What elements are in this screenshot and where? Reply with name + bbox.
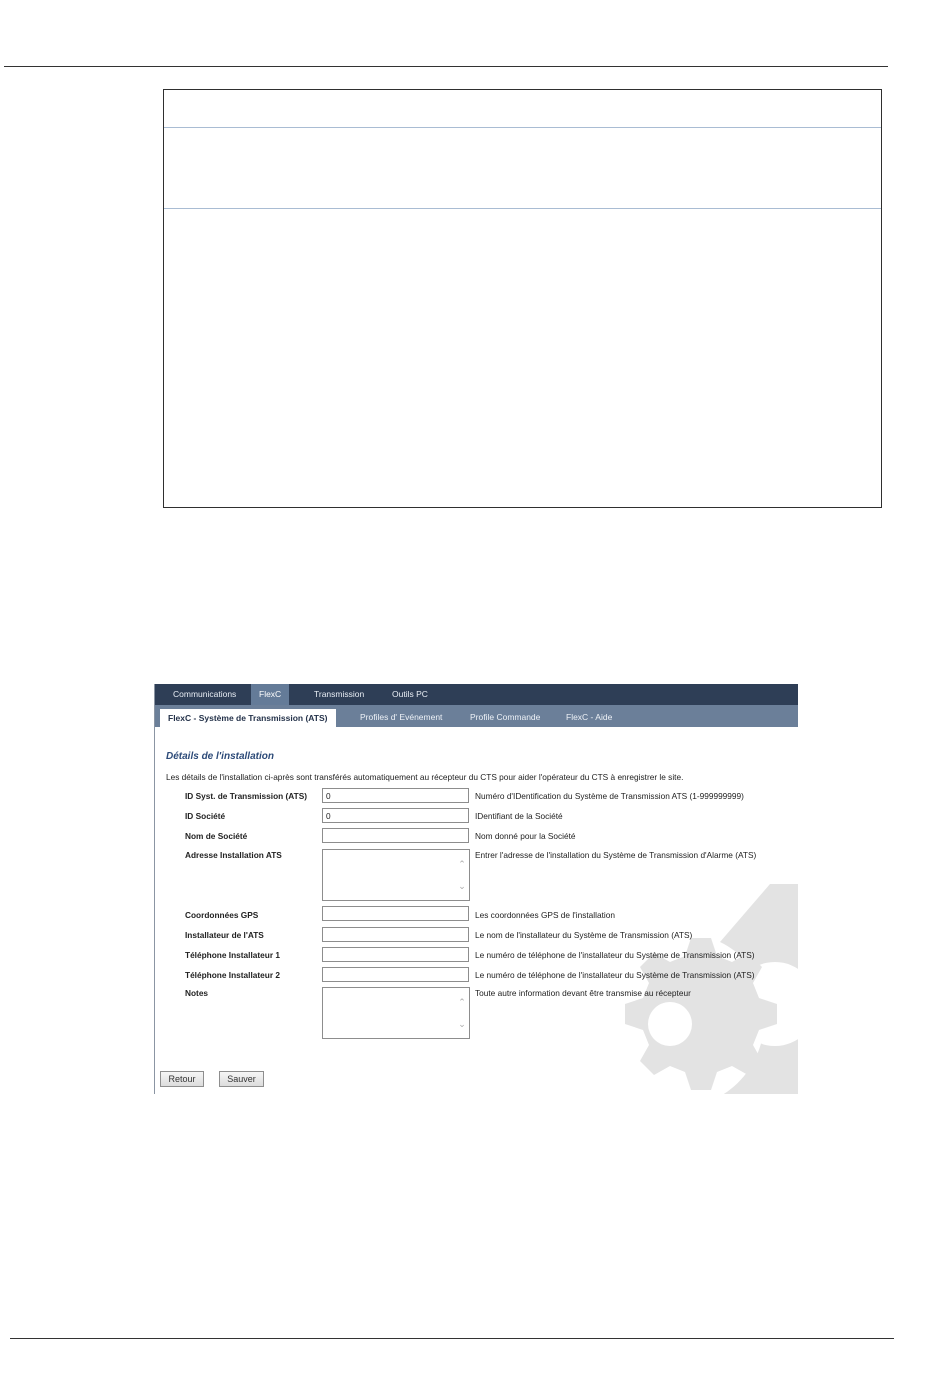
document-table (163, 89, 882, 508)
field-help-ats-id: Numéro d'IDentification du Système de Transmission ATS (1-999999999) (475, 791, 744, 801)
field-label-company-name: Nom de Société (185, 831, 248, 841)
company-name-input[interactable] (322, 828, 469, 843)
address-textarea[interactable] (322, 849, 470, 901)
field-help-phone-2: Le numéro de téléphone de l'installateur du Système de Transmission (ATS) (475, 970, 755, 980)
field-help-phone-1: Le numéro de téléphone de l'installateur du Système de Transmission (ATS) (475, 950, 755, 960)
company-id-input[interactable] (322, 808, 469, 823)
field-help-installer: Le nom de l'installateur du Système de Transmission (ATS) (475, 930, 693, 940)
phone-1-input[interactable] (322, 947, 469, 962)
field-label-address: Adresse Installation ATS (185, 850, 282, 860)
field-help-address: Entrer l'adresse de l'installation du Système de Transmission d'Alarme (ATS) (475, 850, 757, 860)
field-label-phone-2: Téléphone Installateur 2 (185, 970, 280, 980)
tab-flexc-aide[interactable]: FlexC - Aide (566, 712, 613, 722)
page-footer-rule (10, 1338, 894, 1339)
sub-tab-bar (155, 705, 798, 727)
menu-bar (155, 684, 798, 705)
tab-profiles-evenement[interactable]: Profiles d' Evénement (360, 712, 443, 722)
field-help-gps: Les coordonnées GPS de l'installation (475, 910, 615, 920)
section-intro: Les détails de l'installation ci-après sont transférés automatiquement au récepteur du CTS pour aider l'opérateur du CTS à enregistrer le site. (166, 772, 684, 782)
menu-flexc[interactable]: FlexC (251, 684, 289, 705)
menu-outils-pc[interactable]: Outils PC (392, 689, 428, 699)
menu-communications[interactable]: Communications (173, 689, 237, 699)
field-label-gps: Coordonnées GPS (185, 910, 259, 920)
gps-input[interactable] (322, 906, 469, 921)
notes-textarea[interactable] (322, 987, 470, 1039)
field-help-company-id: IDentifiant de la Société (475, 811, 563, 821)
back-button[interactable]: Retour (160, 1071, 204, 1087)
table-divider (164, 208, 881, 209)
scroll-up-icon[interactable]: ⌃ (458, 997, 466, 1007)
table-divider (164, 127, 881, 128)
save-button[interactable]: Sauver (219, 1071, 264, 1087)
field-label-installer: Installateur de l'ATS (185, 930, 264, 940)
page-header-rule (4, 66, 888, 67)
installer-input[interactable] (322, 927, 469, 942)
field-label-ats-id: ID Syst. de Transmission (ATS) (185, 791, 308, 801)
scroll-up-icon[interactable]: ⌃ (458, 859, 466, 869)
scroll-down-icon[interactable]: ⌄ (458, 881, 466, 891)
section-title: Détails de l'installation (166, 751, 274, 762)
ats-id-input[interactable] (322, 788, 469, 803)
menu-transmission[interactable]: Transmission (314, 689, 365, 699)
field-label-phone-1: Téléphone Installateur 1 (185, 950, 280, 960)
field-label-notes: Notes (185, 988, 209, 998)
field-help-notes: Toute autre information devant être transmise au récepteur (475, 988, 691, 998)
scroll-down-icon[interactable]: ⌄ (458, 1019, 466, 1029)
phone-2-input[interactable] (322, 967, 469, 982)
app-screenshot (154, 684, 798, 1094)
tab-profile-commande[interactable]: Profile Commande (470, 712, 541, 722)
tab-flexc-ats[interactable]: FlexC - Système de Transmission (ATS) (160, 709, 336, 727)
field-label-company-id: ID Société (185, 811, 226, 821)
field-help-company-name: Nom donné pour la Société (475, 831, 576, 841)
